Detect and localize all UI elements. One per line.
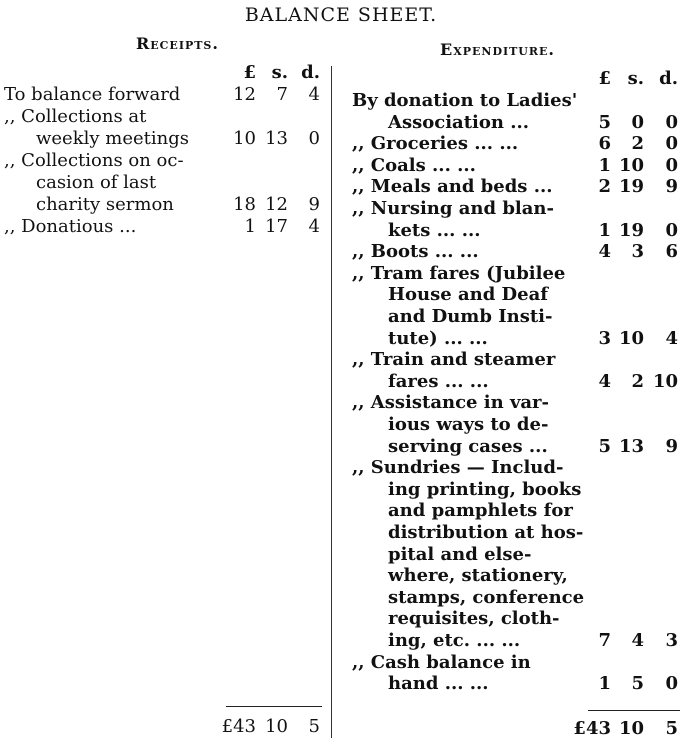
amount-value: 0: [665, 673, 678, 695]
line-item-text: where, stationery,: [388, 565, 568, 587]
total-value: 5: [665, 718, 678, 739]
currency-header: £: [243, 62, 256, 83]
amount-value: 10: [652, 370, 678, 392]
line-item-text: ious ways to de-: [388, 414, 549, 435]
currency-header: £: [598, 68, 611, 89]
amount-value: 0: [631, 111, 644, 133]
currency-header: s.: [271, 62, 288, 83]
line-item-text: pital and else-: [388, 543, 532, 565]
line-item-text: ing, etc. ... ...: [388, 630, 521, 651]
line-item-text: Association ...: [388, 111, 530, 133]
line-item-text: ,, Sundries — Includ-: [352, 457, 564, 479]
total-value: £43: [573, 718, 611, 739]
amount-value: 19: [618, 219, 644, 241]
amount-value: 0: [665, 133, 678, 155]
line-item-text: weekly meetings: [36, 128, 189, 149]
amount-value: 1: [244, 216, 256, 237]
line-item-text: ,, Train and steamer: [352, 349, 556, 371]
currency-header: d.: [659, 68, 678, 89]
line-item-text: ,, Coals ... ...: [352, 154, 476, 176]
amount-value: 3: [598, 327, 611, 349]
page-title: BALANCE SHEET.: [244, 4, 438, 26]
line-item-text: ,, Assistance in var-: [352, 392, 550, 414]
amount-value: 5: [598, 435, 611, 457]
currency-header: s.: [627, 68, 644, 89]
amount-value: 19: [618, 176, 644, 198]
amount-value: 0: [665, 111, 678, 133]
line-item-text: and Dumb Insti-: [388, 306, 553, 327]
amount-value: 1: [598, 673, 611, 695]
line-item-text: charity sermon: [36, 194, 174, 215]
line-item-text: fares ... ...: [388, 370, 489, 392]
amount-value: 10: [233, 128, 256, 149]
amount-value: 17: [265, 216, 288, 237]
line-item-text: and pamphlets for: [388, 500, 573, 522]
amount-value: 4: [598, 241, 611, 263]
amount-value: 10: [618, 327, 644, 349]
amount-value: 4: [308, 84, 320, 105]
amount-value: 6: [598, 133, 611, 155]
line-item-text: kets ... ...: [388, 219, 481, 241]
amount-value: 6: [665, 241, 678, 263]
amount-value: 13: [265, 128, 288, 149]
amount-value: 2: [598, 176, 611, 198]
line-item-text: hand ... ...: [388, 673, 489, 695]
amount-value: 10: [618, 154, 644, 176]
amount-value: 5: [631, 673, 644, 695]
amount-value: 2: [631, 133, 644, 155]
total-rule: [588, 710, 680, 711]
line-item-text: ,, Tram fares (Jubilee: [352, 262, 566, 284]
amount-value: 9: [665, 176, 678, 198]
line-item-text: By donation to Ladies': [352, 90, 578, 111]
amount-value: 4: [308, 216, 320, 237]
amount-value: 0: [308, 128, 320, 149]
line-item-text: serving cases ...: [388, 435, 548, 457]
amount-value: 18: [233, 194, 256, 215]
amount-value: 3: [665, 630, 678, 651]
amount-value: 7: [598, 630, 611, 651]
total-value: 10: [265, 716, 288, 737]
total-rule: [226, 706, 322, 707]
line-item-text: ,, Boots ... ...: [352, 241, 479, 263]
line-item-text: ,, Donatious ...: [4, 216, 137, 237]
line-item-text: To balance forward: [4, 84, 181, 105]
amount-value: 2: [631, 370, 644, 392]
line-item-text: requisites, cloth-: [388, 608, 560, 630]
amount-value: 1: [598, 219, 611, 241]
amount-value: 4: [631, 630, 644, 651]
line-item-text: ,, Collections at: [4, 106, 147, 127]
line-item-text: tute) ... ...: [388, 327, 488, 349]
total-value: 10: [618, 718, 644, 739]
total-value: 5: [308, 716, 320, 737]
amount-value: 9: [308, 194, 320, 215]
amount-value: 3: [631, 241, 644, 263]
line-item-text: ,, Cash balance in: [352, 651, 531, 673]
amount-value: 12: [233, 84, 256, 105]
line-item-text: ,, Groceries ... ...: [352, 133, 519, 155]
amount-value: 9: [665, 435, 678, 457]
total-value: £43: [221, 716, 256, 737]
expenditure-heading: Expenditure.: [440, 40, 555, 59]
receipts-heading: Receipts.: [136, 34, 219, 53]
column-divider: [331, 66, 332, 738]
line-item-text: ing printing, books: [388, 478, 582, 500]
amount-value: 4: [665, 327, 678, 349]
line-item-text: ,, Nursing and blan-: [352, 198, 554, 219]
line-item-text: ,, Collections on oc-: [4, 150, 184, 171]
line-item-text: distribution at hos-: [388, 522, 584, 543]
line-item-text: ,, Meals and beds ...: [352, 176, 553, 198]
amount-value: 4: [598, 370, 611, 392]
currency-header: d.: [301, 62, 320, 83]
amount-value: 5: [598, 111, 611, 133]
line-item-text: stamps, conference: [388, 586, 585, 608]
amount-value: 13: [618, 435, 644, 457]
amount-value: 12: [265, 194, 288, 215]
line-item-text: casion of last: [36, 172, 157, 193]
amount-value: 1: [598, 154, 611, 176]
amount-value: 7: [276, 84, 288, 105]
line-item-text: House and Deaf: [388, 284, 549, 306]
amount-value: 0: [665, 154, 678, 176]
amount-value: 0: [665, 219, 678, 241]
